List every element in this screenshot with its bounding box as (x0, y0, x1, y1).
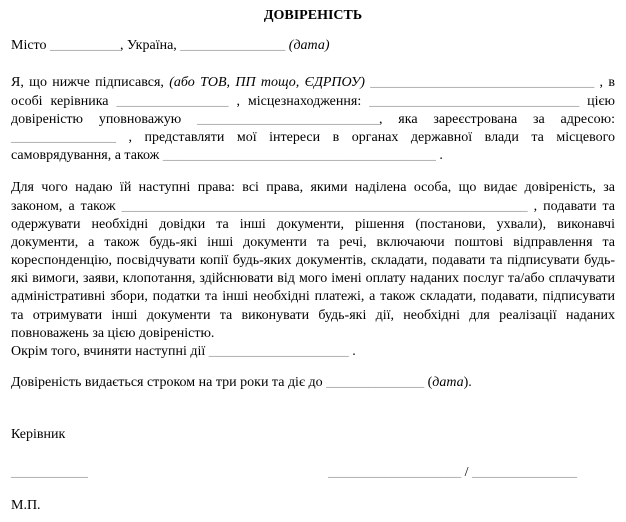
seal-label: М.П. (11, 497, 41, 513)
text-run: Довіреність видається строком на три роки та діє до (11, 375, 327, 391)
city-date-line (11, 37, 615, 55)
text-run: , представляти мої інтереси в органах державної влади та місцевого самоврядування, а також (11, 129, 615, 164)
blank-line: ________________ (116, 93, 229, 109)
signature-row (11, 464, 615, 482)
text-run: Окрім того, вчиняти наступні дії (11, 344, 209, 359)
text-run: . (348, 344, 356, 359)
paragraph-term (11, 374, 615, 392)
text-run: Я, що нижче підписався, (11, 75, 170, 91)
blank-line: ___________________ (328, 464, 462, 480)
text-run: Для чого надаю їй наступні права: всі права, якими наділена особа, що видає довіреність, за законом, а також (11, 180, 615, 214)
blank-line: ______________ (326, 375, 425, 391)
text-run: Місто (11, 38, 50, 54)
blank-line: _______________ (472, 464, 577, 480)
blank-line: __________________________________________________________ (121, 198, 528, 214)
blank-line: __________________________ (197, 111, 379, 127)
text-run: . (435, 148, 443, 164)
text-run: ( (424, 375, 433, 391)
blank-line: _______________ (11, 129, 116, 145)
text-run: / (461, 464, 472, 480)
text-run: , місцезнаходження: (228, 93, 370, 109)
blank-line: ____________________ (208, 344, 349, 359)
signature-line-left (11, 464, 88, 482)
paragraph-powers (11, 179, 615, 361)
text-run: цією довіреністю уповноважую (11, 93, 616, 127)
text-run: , Україна, (120, 38, 181, 54)
italic-run: (дата) (288, 38, 330, 54)
blank-line: _______________ (180, 38, 286, 54)
blank-line: ___________ (11, 464, 88, 480)
blank-line: __________ (50, 38, 120, 54)
italic-run: (або ТОВ, ПП тощо, ЄДРПОУ) (169, 75, 365, 91)
document-title: ДОВІРЕНІСТЬ (263, 8, 363, 23)
text-run: , подавати та одержувати необхідні довідки та інші документи, рішення (постанови, ухвали), виконавчі документи, а також будь-які інші документи та речі, включаючи поштові відправлення та кореспонденцію, посвідчувати копії будь-яких документів, складати, подавати та підписувати будь-які вимоги, заяви, клопотання, здійснювати від мого імені оплату наданих послуг та/або сплачувати адміністративні збори, податки та інші необхідні платежі, а також складати, подавати, підписувати та отримувати інші документи та виконувати будь-які дії, необхідні для реалізації наданих повноважень за цією довіреністю. (11, 198, 615, 341)
blank-line: ______________________________ (369, 93, 580, 109)
signer-title-label: Керівник (11, 427, 66, 443)
blank-line: _______________________________________ (162, 148, 436, 164)
text-run: , яка зареєстрована за адресою: (379, 111, 615, 127)
italic-run: дата (432, 375, 464, 391)
blank-line: ________________________________ (370, 75, 595, 91)
paragraph-principal (11, 74, 615, 165)
text-run: ). (463, 375, 472, 391)
signature-line-right (328, 464, 577, 482)
text-run: , в особі керівника (11, 75, 615, 109)
